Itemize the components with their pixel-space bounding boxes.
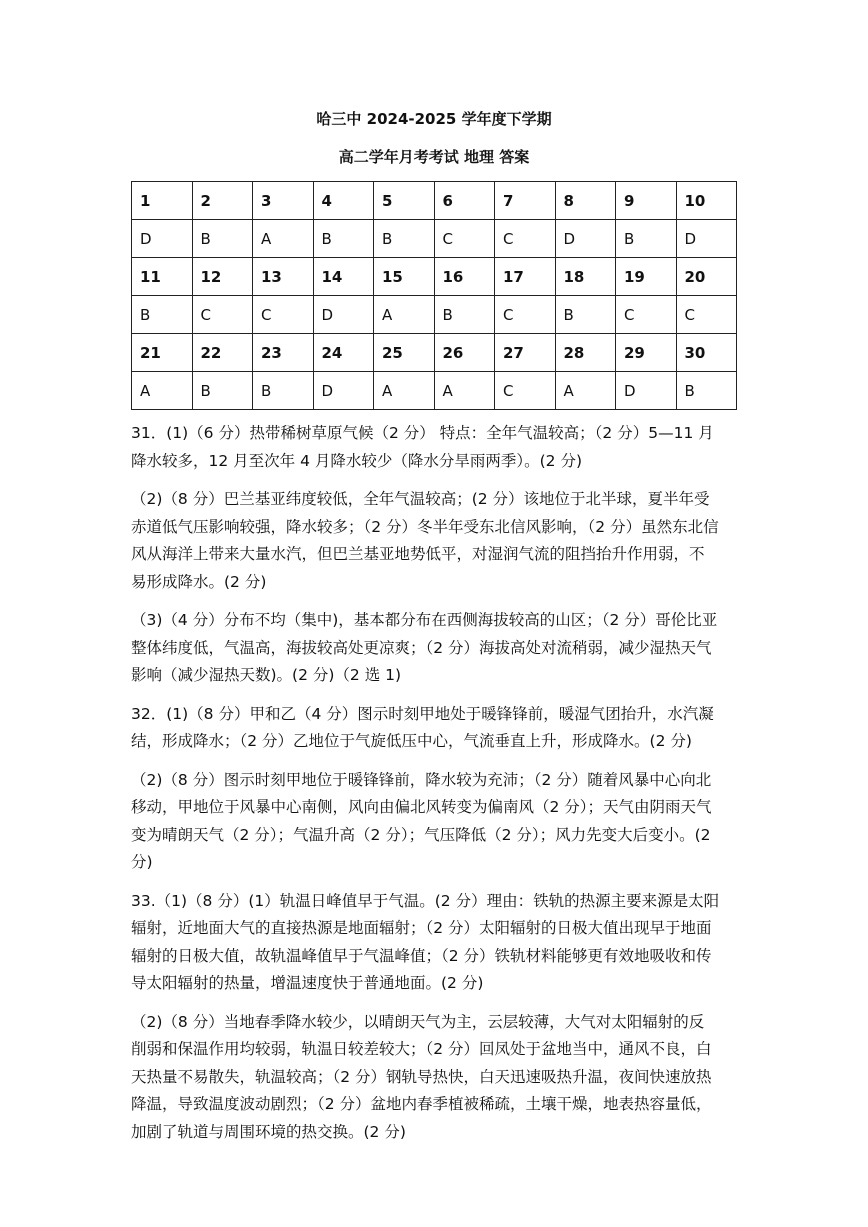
paragraph-line: （2)（8 分）巴兰基亚纬度较低，全年气温较高；(2 分）该地位于北半球，夏半年受 <box>131 490 710 508</box>
question-number-cell: 14 <box>313 258 374 296</box>
question-number-cell: 19 <box>616 258 677 296</box>
paragraph-line: 导太阳辐射的热量，增温速度快于普通地面。(2 分) <box>131 974 484 992</box>
question-number-row <box>132 182 737 220</box>
question-number-cell: 2 <box>192 182 253 220</box>
paragraph-line: 影响（减少湿热天数)。(2 分)（2 选 1) <box>131 666 402 684</box>
answer-paragraph <box>131 701 739 756</box>
paragraph-line: （2)（8 分）当地春季降水较少，以晴朗天气为主，云层较薄，大气对太阳辐射的反 <box>131 1012 705 1031</box>
answer-cell: A <box>132 372 193 410</box>
paragraph-line: 易形成降水。(2 分) <box>131 572 267 591</box>
answer-cell: A <box>253 220 314 258</box>
answer-paragraph <box>131 486 739 596</box>
answer-cell: C <box>192 296 253 334</box>
paragraph-line: 移动，甲地位于风暴中心南侧，风向由偏北风转变为偏南风（2 分）；天气由阴雨天气 <box>131 798 712 816</box>
paragraph-line: 天热量不易散失，轨温较高；（2 分）钢轨导热快，白天迅速吸热升温，夜间快速放热 <box>131 1067 712 1086</box>
answer-cell: B <box>555 296 616 334</box>
paragraph-line: （2)（8 分）图示时刻甲地位于暖锋锋前，降水较为充沛；（2 分）随着风暴中心向北 <box>131 770 712 789</box>
paragraph-line: 赤道低气压影响较强，降水较多；（2 分）冬半年受东北信风影响，（2 分）虽然东北信 <box>131 517 719 536</box>
question-number-cell: 10 <box>676 182 737 220</box>
paragraph-line: 辐射，近地面大气的直接热源是地面辐射；（2 分）太阳辐射的日极大值出现早于地面 <box>131 919 712 937</box>
question-number-cell: 18 <box>555 258 616 296</box>
question-number-row <box>132 334 737 372</box>
answer-cell: B <box>676 372 737 410</box>
page-subtitle: 高二学年月考考试 地理 答案 <box>338 148 530 166</box>
paragraph-line: 削弱和保温作用均较弱，轨温日较差较大；（2 分）回凤处于盆地当中，通风不良，白 <box>131 1040 712 1058</box>
answer-paragraph <box>131 888 739 998</box>
question-number-cell: 22 <box>192 334 253 372</box>
paragraph-line: 33.（1)（8 分）(1）轨温日峰值早于气温。(2 分）理由：铁轨的热源主要来源是太阳 <box>131 891 720 910</box>
question-number-cell: 17 <box>495 258 556 296</box>
answer-cell: B <box>132 296 193 334</box>
answer-cell: B <box>192 220 253 258</box>
answer-cell: A <box>434 372 495 410</box>
answer-row <box>132 372 737 410</box>
paragraph-line: （3)（4 分）分布不均（集中)，基本都分布在西侧海拔较高的山区；（2 分）哥伦比亚 <box>131 611 718 629</box>
answer-cell: D <box>313 296 374 334</box>
answer-paragraph <box>131 767 739 877</box>
answer-cell: A <box>374 296 435 334</box>
answer-cell: C <box>495 220 556 258</box>
answer-paragraph <box>131 607 739 690</box>
paragraph-line: 分) <box>131 853 153 871</box>
answer-cell: B <box>434 296 495 334</box>
answer-cell: C <box>253 296 314 334</box>
answer-cell: C <box>495 296 556 334</box>
question-number-cell: 12 <box>192 258 253 296</box>
page-title: 哈三中 2024-2025 学年度下学期 <box>316 110 552 128</box>
question-number-cell: 8 <box>555 182 616 220</box>
question-number-cell: 23 <box>253 334 314 372</box>
answer-cell: B <box>374 220 435 258</box>
answer-row <box>132 296 737 334</box>
question-number-cell: 15 <box>374 258 435 296</box>
answer-cell: A <box>374 372 435 410</box>
answer-cell: B <box>616 220 677 258</box>
paragraph-line: 31．(1)（6 分）热带稀树草原气候（2 分） 特点：全年气温较高；（2 分）5—11 月 <box>131 424 714 442</box>
answer-cell: B <box>313 220 374 258</box>
question-number-cell: 4 <box>313 182 374 220</box>
question-number-cell: 5 <box>374 182 435 220</box>
question-number-cell: 29 <box>616 334 677 372</box>
answer-cell: D <box>132 220 193 258</box>
question-number-cell: 27 <box>495 334 556 372</box>
answer-cell: C <box>434 220 495 258</box>
paragraph-line: 降温，导致温度波动剧烈；（2 分）盆地内春季植被稀疏，土壤干燥，地表热容量低， <box>131 1095 712 1113</box>
question-number-cell: 28 <box>555 334 616 372</box>
paragraph-line: 加剧了轨道与周围环境的热交换。(2 分) <box>131 1122 406 1141</box>
question-number-cell: 13 <box>253 258 314 296</box>
answer-cell: B <box>192 372 253 410</box>
question-number-cell: 16 <box>434 258 495 296</box>
answer-row <box>132 220 737 258</box>
question-number-row <box>132 258 737 296</box>
question-number-cell: 25 <box>374 334 435 372</box>
paragraph-line: 变为晴朗天气（2 分）；气温升高（2 分）；气压降低（2 分）；风力先变大后变小。(2 <box>131 825 711 844</box>
paragraph-line: 辐射的日极大值，故轨温峰值早于气温峰值；（2 分）铁轨材料能够更有效地吸收和传 <box>131 946 712 965</box>
question-number-cell: 9 <box>616 182 677 220</box>
answer-cell: B <box>253 372 314 410</box>
paragraph-line: 32．(1)（8 分）甲和乙（4 分）图示时刻甲地处于暖锋锋前，暖湿气团抬升，水汽凝 <box>131 704 714 723</box>
answer-cell: A <box>555 372 616 410</box>
question-number-cell: 1 <box>132 182 193 220</box>
answer-cell: D <box>313 372 374 410</box>
question-number-cell: 26 <box>434 334 495 372</box>
paragraph-line: 整体纬度低，气温高，海拔较高处更凉爽；（2 分）海拔高处对流稍弱，减少湿热天气 <box>131 638 712 657</box>
answer-cell: D <box>616 372 677 410</box>
answer-cell: C <box>676 296 737 334</box>
answer-cell: D <box>555 220 616 258</box>
question-number-cell: 7 <box>495 182 556 220</box>
question-number-cell: 3 <box>253 182 314 220</box>
question-number-cell: 21 <box>132 334 193 372</box>
answer-table <box>131 181 737 410</box>
paragraph-line: 风从海洋上带来大量水汽，但巴兰基亚地势低平，对湿润气流的阻挡抬升作用弱，不 <box>131 545 705 563</box>
answer-explanations <box>131 420 739 1157</box>
question-number-cell: 30 <box>676 334 737 372</box>
answer-paragraph <box>131 1009 739 1147</box>
question-number-cell: 24 <box>313 334 374 372</box>
answer-cell: C <box>616 296 677 334</box>
paragraph-line: 结，形成降水；（2 分）乙地位于气旋低压中心，气流垂直上升，形成降水。(2 分) <box>131 732 692 750</box>
answer-cell: C <box>495 372 556 410</box>
question-number-cell: 20 <box>676 258 737 296</box>
question-number-cell: 6 <box>434 182 495 220</box>
question-number-cell: 11 <box>132 258 193 296</box>
paragraph-line: 降水较多，12 月至次年 4 月降水较少（降水分旱雨两季）。(2 分) <box>131 451 583 470</box>
answer-cell: D <box>676 220 737 258</box>
answer-paragraph <box>131 420 739 475</box>
